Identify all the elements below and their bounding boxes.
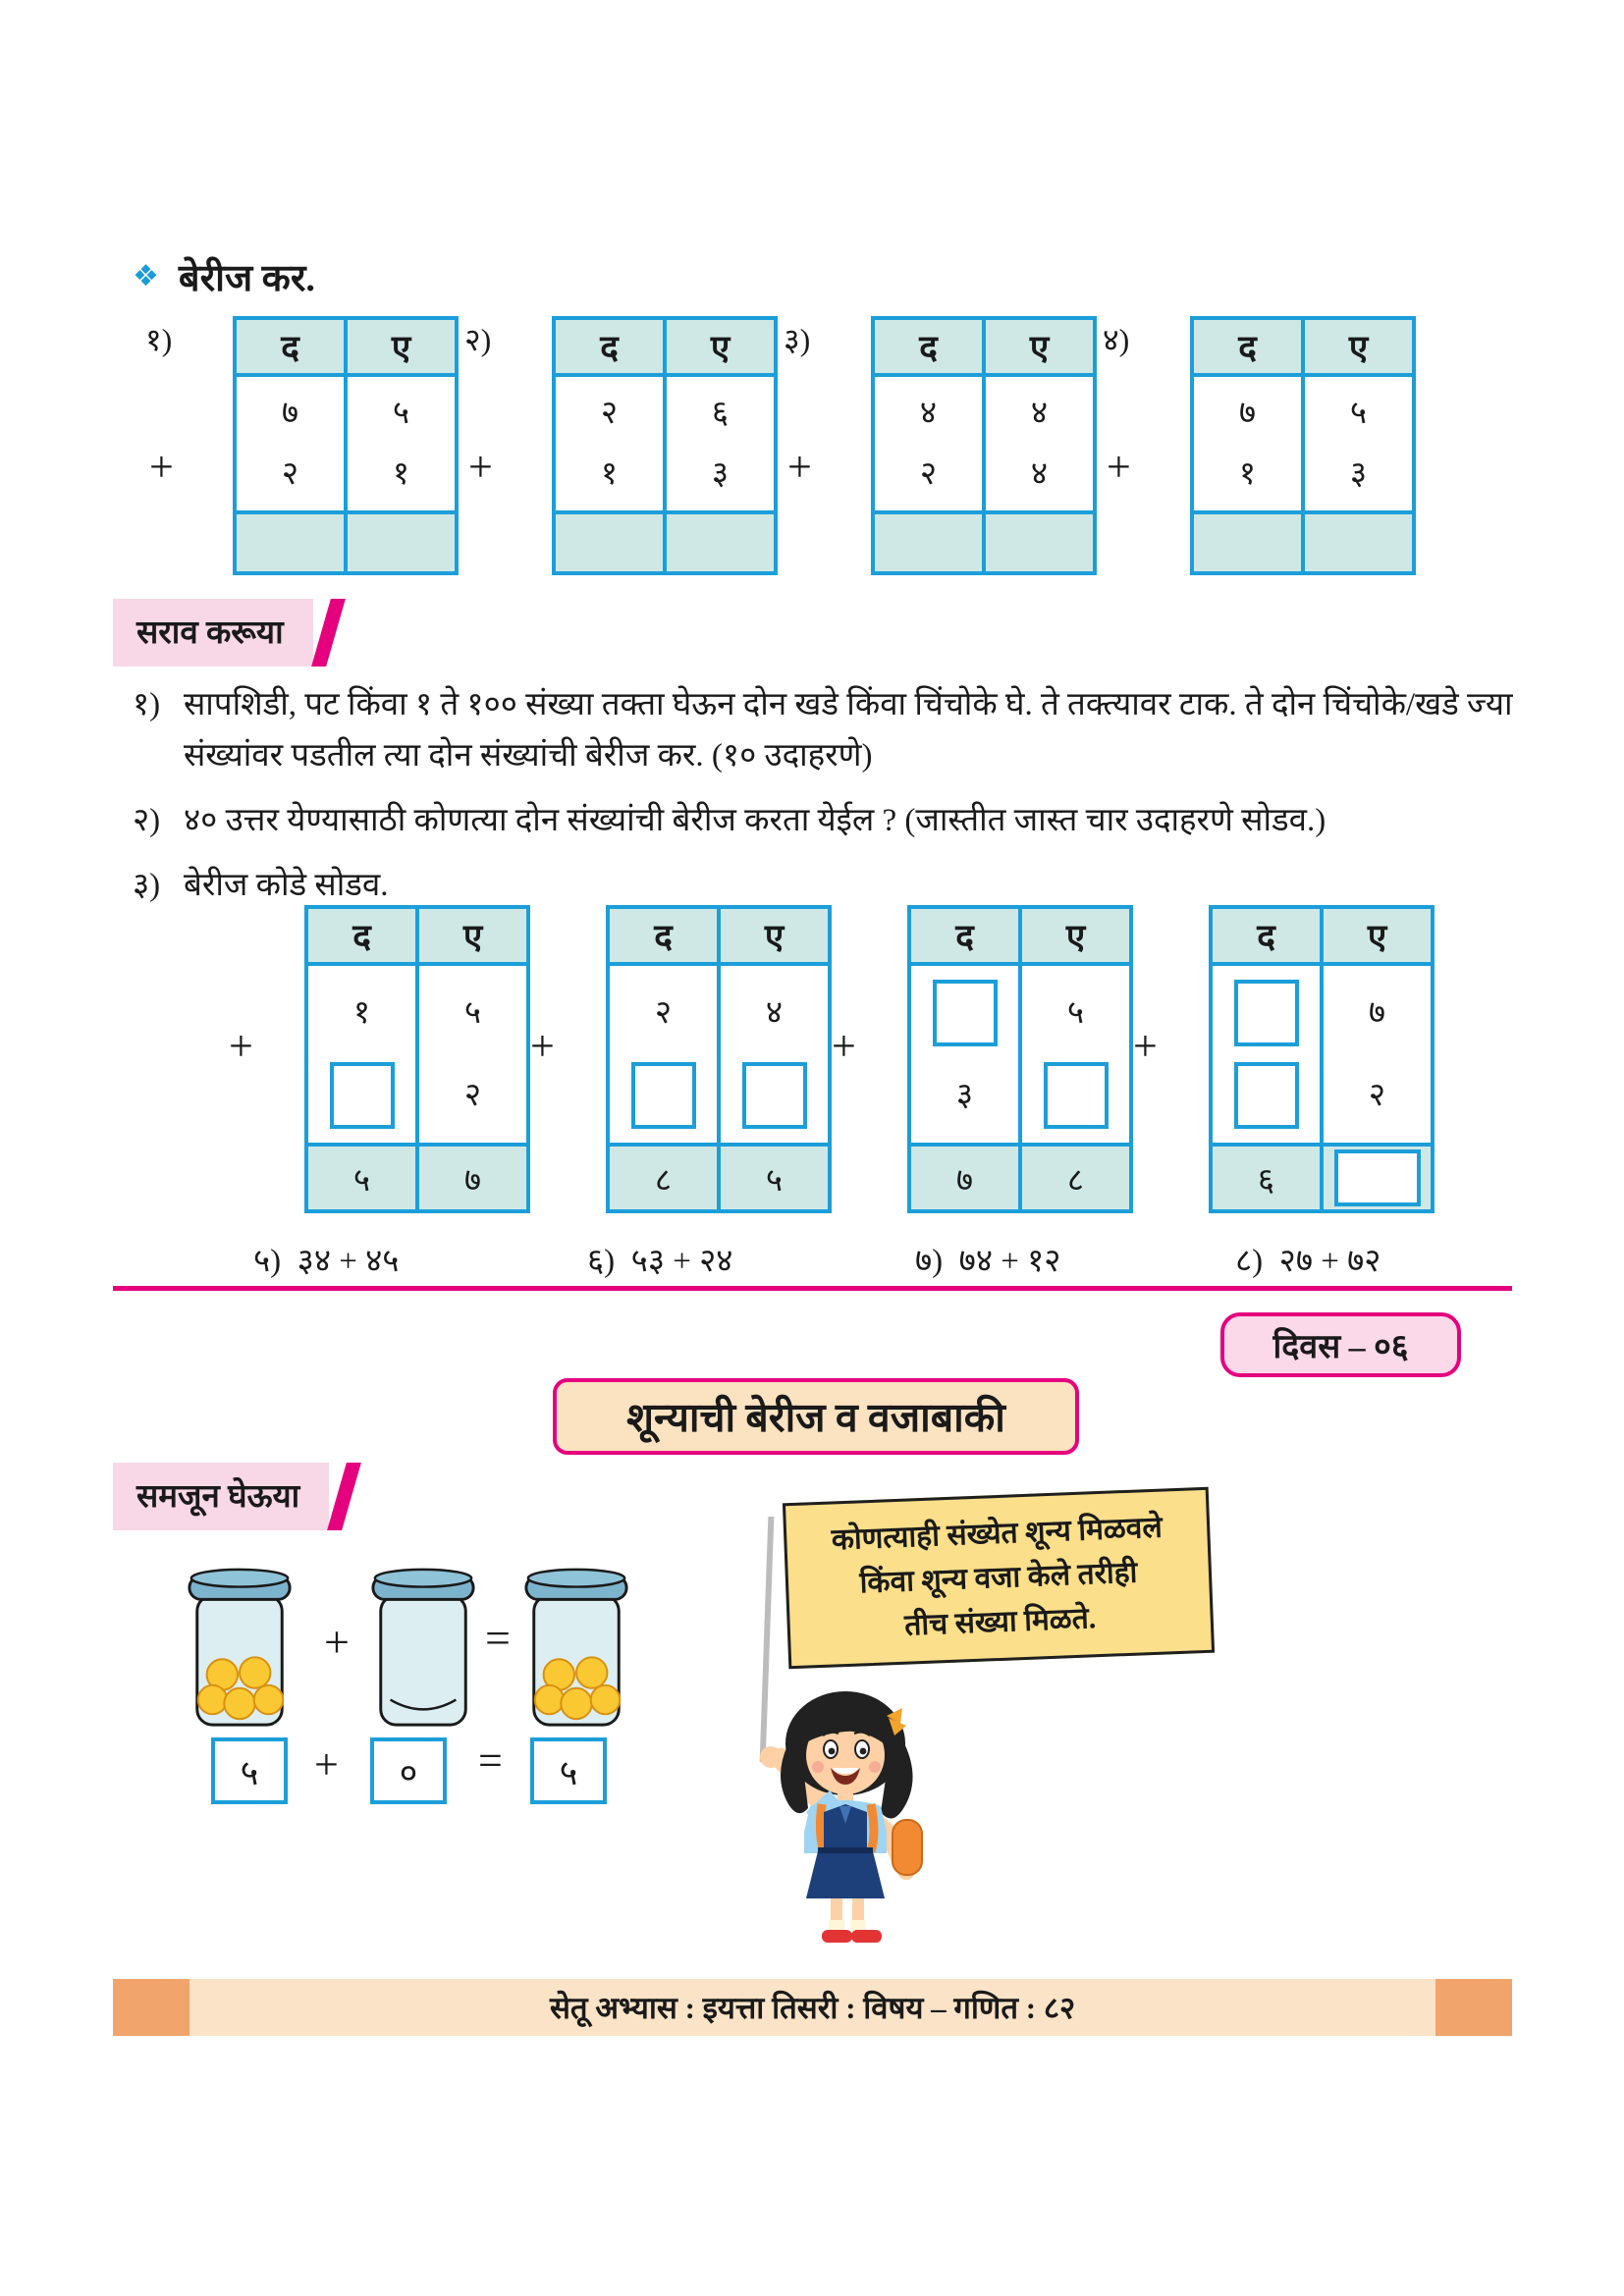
lesson-title: शून्याची बेरीज व वजाबाकी — [626, 1395, 1005, 1440]
equation-box-b — [370, 1737, 447, 1804]
sum-cell — [1320, 1147, 1431, 1209]
col-header-tens: द — [610, 909, 717, 962]
col-header-ones: ए — [1301, 320, 1412, 373]
table-number-label: २) — [464, 322, 492, 357]
addend-digit: १ — [1238, 455, 1257, 492]
empty-answer-box — [631, 1062, 696, 1129]
table-number-label: ४) — [1103, 322, 1130, 357]
plus-sign: + — [229, 1022, 253, 1070]
problem-6 — [587, 1237, 732, 1281]
empty-answer-box — [742, 1062, 807, 1129]
addend-digit: १ — [600, 455, 619, 492]
slash-decoration — [327, 1463, 361, 1530]
sum-cell: ५ — [717, 1147, 828, 1209]
plus-sign: + — [787, 443, 812, 491]
footer-accent-right — [1435, 1979, 1512, 2036]
puzzle-table — [1209, 905, 1435, 1213]
col-header-ones: ए — [717, 909, 828, 962]
list-item — [133, 679, 1527, 781]
addition-table — [552, 316, 778, 575]
item-number: २) — [133, 803, 161, 839]
problem-number: ६) — [587, 1244, 616, 1279]
page-footer — [113, 1979, 1512, 2036]
diamond-bullet-icon: ❖ — [133, 260, 159, 293]
sign-line: तीच संख्या मिळते. — [903, 1602, 1097, 1642]
addend-digit: ७ — [1238, 395, 1257, 431]
col-header-ones: ए — [1320, 909, 1431, 962]
addend-digit: ६ — [711, 395, 730, 431]
addend-digit: १ — [392, 455, 410, 492]
puzzle-digit: ७ — [1368, 994, 1386, 1031]
puzzle-table-group-4 — [1125, 905, 1427, 1213]
addend-digit: ३ — [711, 455, 730, 492]
understand-header-label: समजून घेऊया — [113, 1463, 329, 1530]
addition-tables-row — [132, 316, 1408, 575]
equation-value: ५ — [240, 1752, 259, 1792]
item-number: ३) — [133, 868, 161, 904]
plus-sign: + — [530, 1022, 555, 1070]
addition-table-group-2 — [451, 316, 770, 575]
day-badge — [1220, 1312, 1461, 1377]
puzzle-table-group-3 — [824, 905, 1125, 1213]
jar-with-five-fruits — [182, 1563, 298, 1732]
addend-digit: ४ — [1030, 395, 1049, 431]
understand-section-header — [113, 1463, 352, 1530]
table-number-label: ३) — [784, 322, 811, 357]
plus-sign: + — [1107, 443, 1131, 491]
section-divider — [113, 1286, 1512, 1291]
sign-line: कोणत्याही संख्येत शून्य मिळवले — [831, 1511, 1164, 1557]
answer-cell — [663, 514, 774, 571]
equation-box-result — [530, 1737, 607, 1804]
answer-cell — [875, 514, 982, 571]
list-item — [133, 860, 1527, 911]
addend-digit: ४ — [919, 395, 938, 431]
item-number: १) — [133, 687, 161, 722]
problem-expression: २७ + ७२ — [1278, 1244, 1381, 1279]
puzzle-digit: २ — [1368, 1077, 1386, 1113]
empty-answer-box — [330, 1062, 395, 1129]
problem-8 — [1235, 1237, 1380, 1281]
puzzle-digit: २ — [463, 1077, 482, 1113]
col-header-tens: द — [308, 909, 415, 962]
problem-number: ८) — [1235, 1244, 1264, 1279]
addition-table — [1190, 316, 1416, 575]
answer-cell — [556, 514, 663, 571]
equation-value: ५ — [559, 1752, 578, 1792]
empty-answer-box — [933, 980, 998, 1046]
problem-number: ५) — [253, 1244, 282, 1279]
sum-cell: ८ — [1018, 1147, 1129, 1209]
puzzle-digit: ३ — [955, 1077, 974, 1113]
puzzle-digit: २ — [654, 994, 673, 1031]
puzzle-table-group-1 — [221, 905, 522, 1213]
answer-cell — [982, 514, 1093, 571]
sum-cell: ७ — [911, 1147, 1018, 1209]
addend-digit: ३ — [1349, 455, 1368, 492]
puzzle-table — [606, 905, 832, 1213]
equation-box-a — [211, 1737, 288, 1804]
schoolgirl-illustration — [731, 1667, 957, 1951]
col-header-tens: द — [1213, 909, 1320, 962]
practice-section-header — [113, 599, 336, 667]
footer-accent-left — [113, 1979, 189, 2036]
addend-digit: ४ — [1030, 455, 1049, 492]
empty-jar — [365, 1563, 481, 1732]
puzzle-digit: १ — [352, 994, 371, 1031]
table-number-label: १) — [145, 322, 173, 357]
col-header-tens: द — [875, 320, 982, 373]
equals-sign: = — [478, 1736, 503, 1785]
empty-answer-box — [1044, 1062, 1109, 1129]
addend-digit: २ — [281, 455, 299, 492]
addend-digit: २ — [600, 395, 619, 431]
addition-table-group-3 — [770, 316, 1089, 575]
sign-line: किंवा शून्य वजा केले तरीही — [859, 1556, 1138, 1600]
col-header-tens: द — [237, 320, 344, 373]
puzzle-digit: ४ — [765, 994, 784, 1031]
col-header-ones: ए — [415, 909, 526, 962]
empty-answer-box — [1234, 1062, 1299, 1129]
plus-sign: + — [324, 1617, 350, 1667]
addend-digit: २ — [919, 455, 938, 492]
sum-cell: ६ — [1213, 1147, 1320, 1209]
item-text: ४० उत्तर येण्यासाठी कोणत्या दोन संख्यांची बेरीज करता येईल ? (जास्तीत जास्त चार उदाहरणे सोडव.) — [184, 803, 1326, 839]
col-header-tens: द — [911, 909, 1018, 962]
slash-decoration — [311, 599, 346, 667]
addend-digit: ५ — [392, 395, 410, 431]
addend-digit: ७ — [281, 395, 299, 431]
addition-table — [871, 316, 1097, 575]
plus-sign: + — [314, 1740, 339, 1789]
jar-with-five-fruits — [518, 1563, 634, 1732]
col-header-ones: ए — [1018, 909, 1129, 962]
section-title: बेरीज कर. — [178, 258, 315, 299]
puzzle-table-group-2 — [522, 905, 824, 1213]
puzzle-digit: ५ — [463, 994, 482, 1031]
answer-cell — [1301, 514, 1412, 571]
plus-sign: + — [832, 1022, 856, 1070]
lesson-title-box — [553, 1378, 1079, 1455]
add-section-heading — [133, 251, 315, 302]
col-header-tens: द — [1194, 320, 1301, 373]
puzzle-table — [304, 905, 530, 1213]
addition-table-group-1 — [132, 316, 451, 575]
col-header-ones: ए — [982, 320, 1093, 373]
col-header-tens: द — [556, 320, 663, 373]
problem-number: ७) — [915, 1244, 944, 1279]
addend-digit: ५ — [1349, 395, 1368, 431]
equation-value: ० — [399, 1752, 418, 1792]
plus-sign: + — [1133, 1022, 1158, 1070]
zero-rule-sign — [783, 1487, 1215, 1670]
col-header-ones: ए — [663, 320, 774, 373]
problem-expression: ७४ + १२ — [958, 1244, 1061, 1279]
col-header-ones: ए — [344, 320, 455, 373]
practice-list — [133, 679, 1527, 926]
footer-text: सेतू अभ्यास : इयत्ता तिसरी : विषय – गणित : ८२ — [189, 1979, 1435, 2036]
empty-answer-box — [1234, 980, 1299, 1046]
puzzle-table — [907, 905, 1133, 1213]
item-text: सापशिडी, पट किंवा १ ते १०० संख्या तक्ता घेऊन दोन खडे किंवा चिंचोके घे. ते तक्त्यावर टाक. ते दोन चिंचोके/खडे ज्या संख्यांवर पडतील त्या दोन संख्यांची बेरीज कर. (१० उदाहरणे) — [184, 687, 1513, 774]
plus-sign: + — [468, 443, 493, 491]
sum-cell: ८ — [610, 1147, 717, 1209]
empty-answer-box — [1334, 1149, 1421, 1206]
practice-header-label: सराव करूया — [113, 599, 313, 667]
problem-5 — [253, 1237, 399, 1281]
equals-sign: = — [485, 1613, 511, 1663]
day-badge-label: दिवस – ०६ — [1272, 1329, 1409, 1365]
addition-table-group-4 — [1089, 316, 1408, 575]
addition-table — [233, 316, 459, 575]
puzzle-digit: ५ — [1066, 994, 1085, 1031]
answer-cell — [344, 514, 455, 571]
sum-cell: ७ — [415, 1147, 526, 1209]
item-text: बेरीज कोडे सोडव. — [184, 868, 389, 904]
answer-cell — [237, 514, 344, 571]
problem-expression: ३४ + ४५ — [297, 1244, 400, 1279]
problem-expression: ५३ + २४ — [630, 1244, 733, 1279]
problem-7 — [915, 1237, 1060, 1281]
answer-cell — [1194, 514, 1301, 571]
puzzle-tables-row — [221, 905, 1427, 1213]
plus-sign: + — [149, 443, 174, 491]
sum-cell: ५ — [308, 1147, 415, 1209]
list-item — [133, 795, 1527, 846]
